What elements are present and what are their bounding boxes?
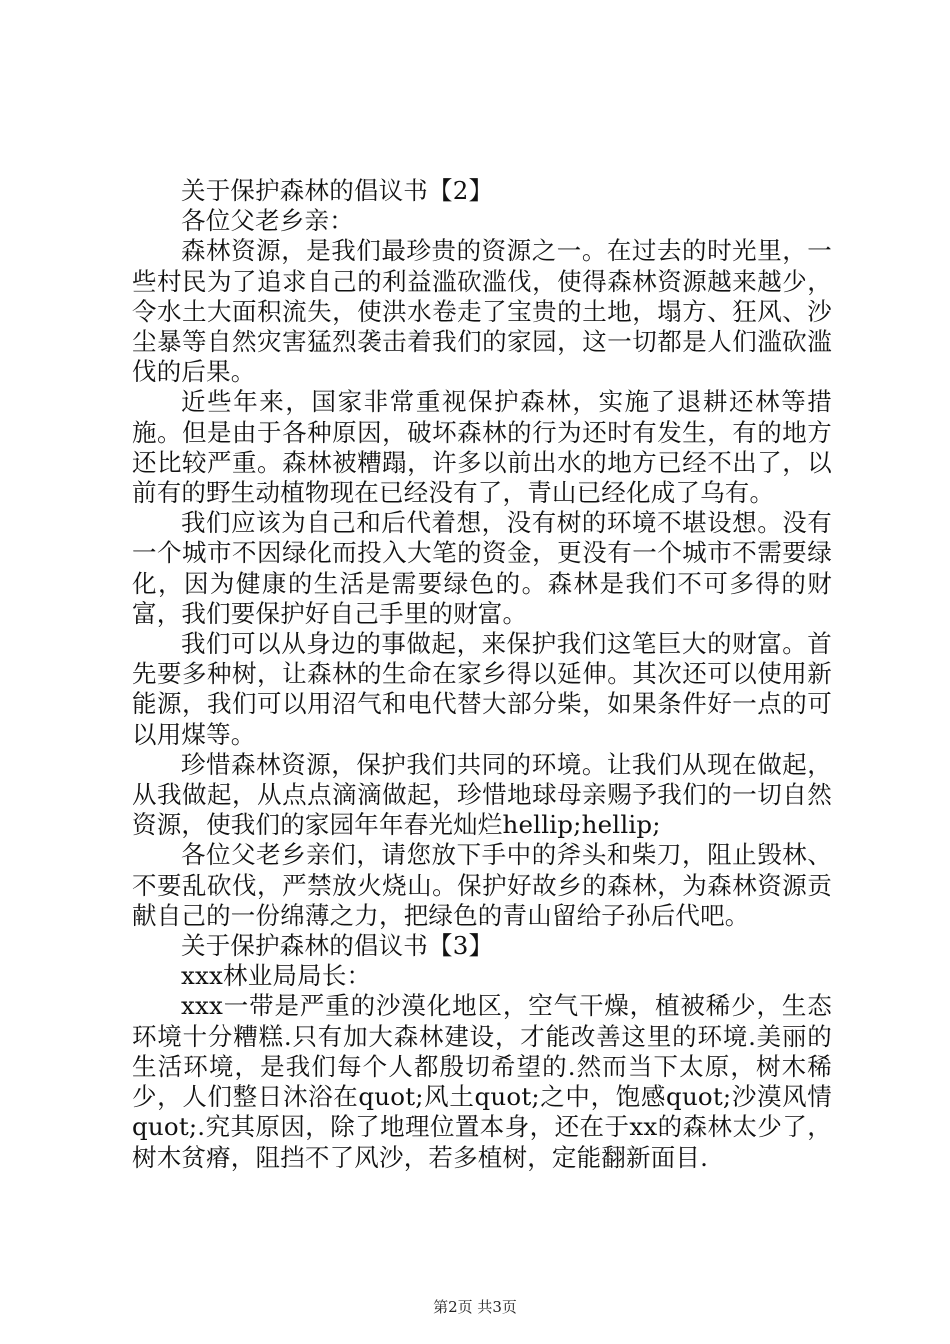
paragraph: xxx一带是严重的沙漠化地区，空气干燥，植被稀少，生态环境十分糟糕.只有加大森林建设，才能改善这里的环境.美丽的生活环境，是我们每个人都殷切希望的.然而当下太原，树木稀少，人们整日沐浴在quot;风土quot;之中，饱感quot;沙漠风情quot;.究其原因，除了地理位置本身，还在于xx的森林太少了，树木贫瘠，阻挡不了风沙，若多植树，定能翻新面目. <box>132 991 832 1172</box>
page-footer <box>0 1296 950 1317</box>
section-heading: 关于保护森林的倡议书【3】 <box>181 931 494 961</box>
paragraph: 珍惜森林资源，保护我们共同的环境。让我们从现在做起，从我做起，从点点滴滴做起，珍惜地球母亲赐予我们的一切自然资源，使我们的家园年年春光灿烂hellip;hellip; <box>132 749 832 840</box>
section-heading: 关于保护森林的倡议书【2】 <box>181 176 494 205</box>
salutation: xxx林业局局长： <box>181 961 372 991</box>
salutation: 各位父老乡亲： <box>181 206 354 236</box>
paragraph: 近些年来，国家非常重视保护森林，实施了退耕还林等措施。但是由于各种原因，破坏森林的行为还时有发生，有的地方还比较严重。森林被糟蹋，许多以前出水的地方已经不出了，以前有的野生动植物现在已经没有了，青山已经化成了乌有。 <box>132 387 832 508</box>
document-body <box>132 176 832 1173</box>
page-indicator: 第2页 共3页 <box>433 1298 517 1316</box>
paragraph: 我们可以从身边的事做起，来保护我们这笔巨大的财富。首先要多种树，让森林的生命在家乡得以延伸。其次还可以使用新能源，我们可以用沼气和电代替大部分柴，如果条件好一点的可以用煤等。 <box>132 629 832 749</box>
paragraph: 我们应该为自己和后代着想，没有树的环境不堪设想。没有一个城市不因绿化而投入大笔的资金，更没有一个城市不需要绿化，因为健康的生活是需要绿色的。森林是我们不可多得的财富，我们要保护好自己手里的财富。 <box>132 508 832 628</box>
paragraph: 森林资源，是我们最珍贵的资源之一。在过去的时光里，一些村民为了追求自己的利益滥砍滥伐，使得森林资源越来越少，令水土大面积流失，使洪水卷走了宝贵的土地，塌方、狂风、沙尘暴等自然灾害猛烈袭击着我们的家园，这一切都是人们滥砍滥伐的后果。 <box>132 236 832 387</box>
paragraph: 各位父老乡亲们，请您放下手中的斧头和柴刀，阻止毁林、不要乱砍伐，严禁放火烧山。保护好故乡的森林，为森林资源贡献自己的一份绵薄之力，把绿色的青山留给子孙后代吧。 <box>132 840 832 930</box>
